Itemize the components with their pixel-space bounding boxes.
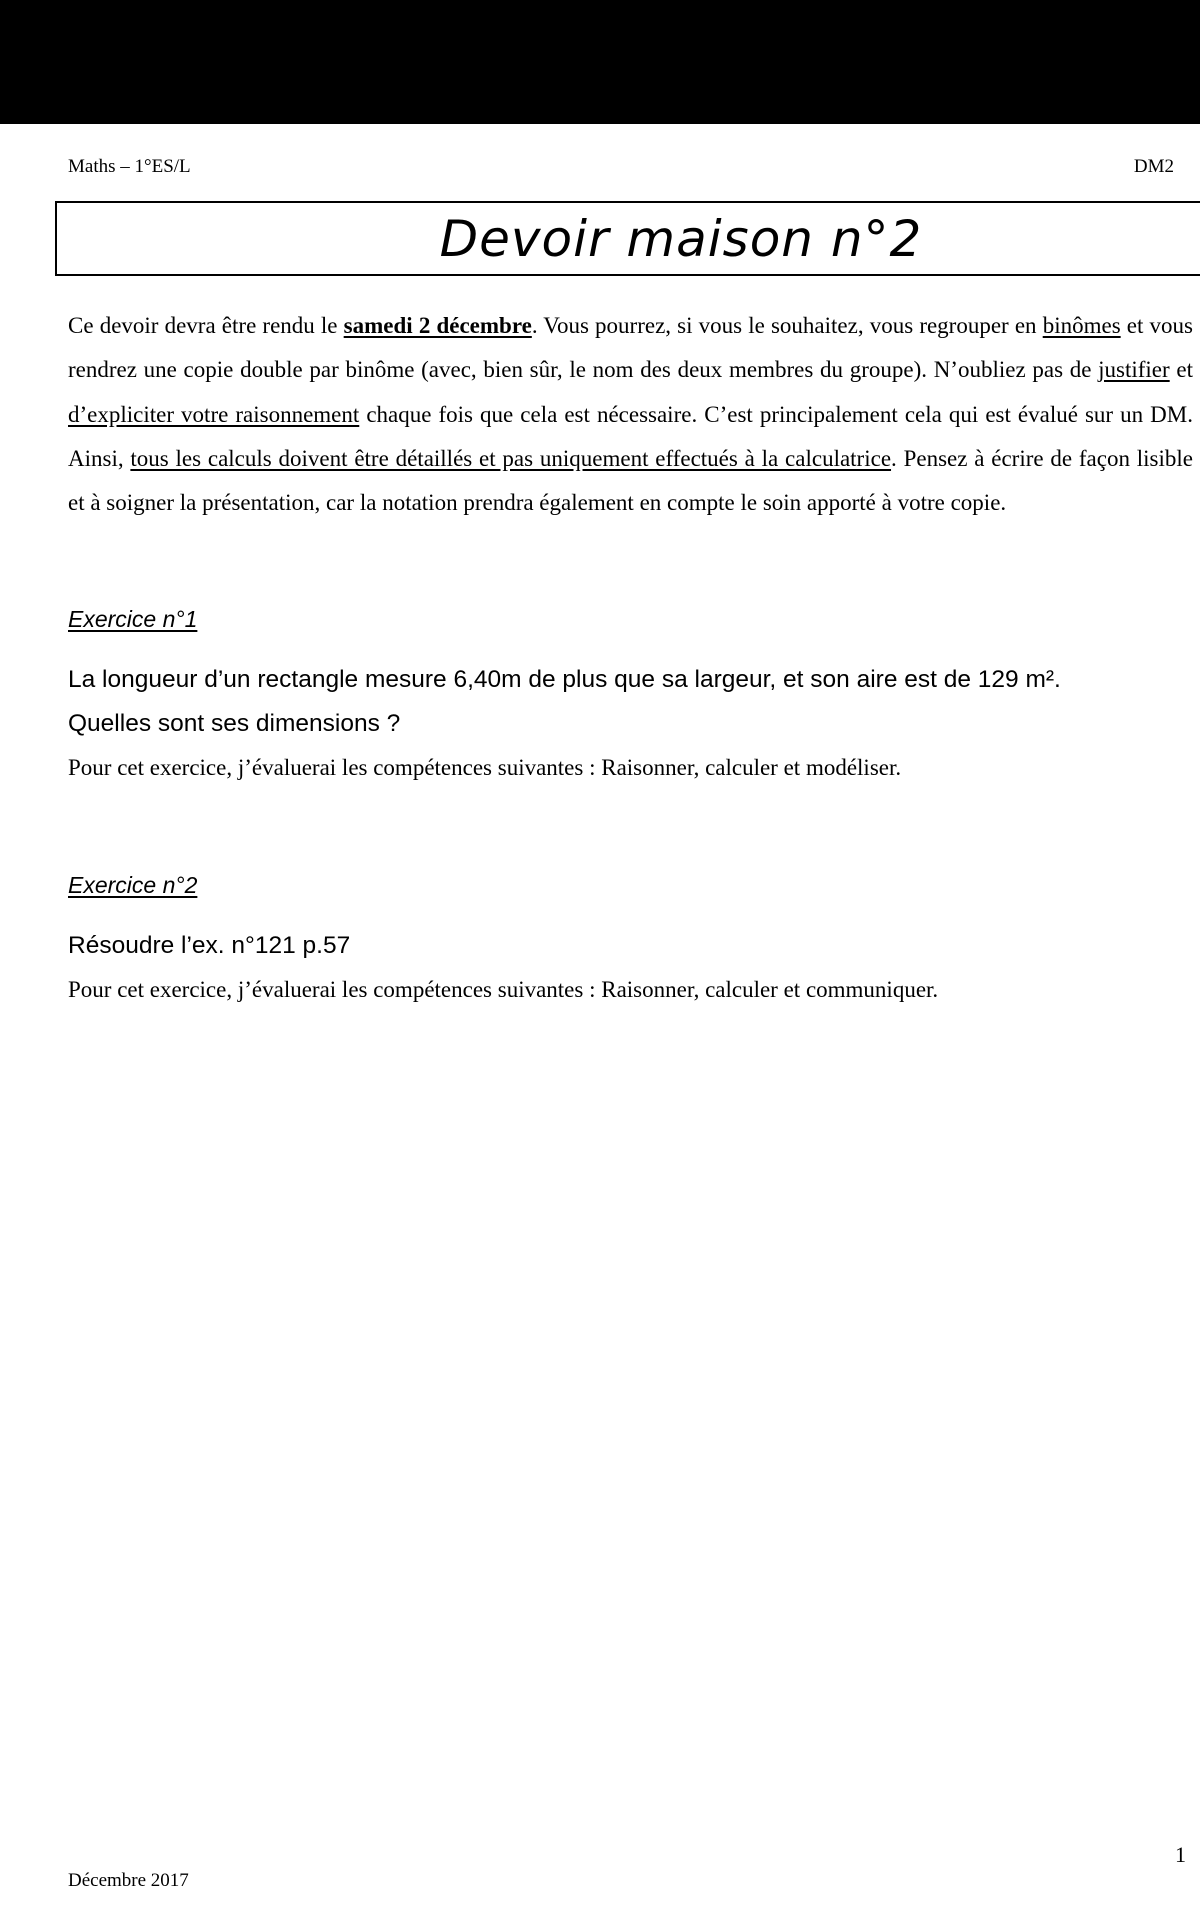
- page-number: 1: [1175, 1842, 1186, 1867]
- binomes-text: binômes: [1042, 313, 1121, 338]
- exercise-1-statement: [68, 658, 1188, 747]
- intro-text-4: et: [1169, 357, 1193, 383]
- intro-text-5: chaque fois que cela est nécessaire. C’est principalement cela qui est évalué sur un DM. Ainsi,: [68, 401, 1193, 471]
- due-date: samedi 2 décembre: [343, 313, 532, 338]
- intro-text-6: . Pensez à écrire de façon lisible et à soigner la présentation, car la notation prendra également en compte le soin apporté à votre copie.: [68, 445, 1193, 516]
- exercise-2-statement: Résoudre l’ex. n°121 p.57: [68, 932, 351, 959]
- footer-date: Décembre 2017: [68, 1870, 189, 1891]
- exercise-2-heading: Exercice n°2: [68, 872, 198, 898]
- intro-text-1: Ce devoir devra être rendu le: [68, 313, 344, 338]
- intro-paragraph: [68, 304, 1193, 525]
- exercise-1-statement-line-2: Quelles sont ses dimensions ?: [68, 710, 401, 738]
- exercise-1-skills: Pour cet exercice, j’évaluerai les compétences suivantes : Raisonner, calculer et modéliser.: [68, 755, 902, 780]
- header-course: Maths – 1°ES/L: [68, 156, 191, 177]
- top-black-bar: [0, 0, 1200, 124]
- exercise-1-heading: Exercice n°1: [68, 606, 198, 632]
- exercise-1-statement-line-1: La longueur d’un rectangle mesure 6,40m de plus que sa largeur, et son aire est de 129 m².: [68, 666, 1061, 693]
- exercise-2-skills: Pour cet exercice, j’évaluerai les compétences suivantes : Raisonner, calculer et communiquer.: [68, 977, 939, 1002]
- page-title: Devoir maison n°2: [439, 210, 923, 268]
- calculs-text: tous les calculs doivent être détaillés et pas uniquement effectués à la calculatrice: [130, 445, 892, 471]
- header-assignment-code: DM2: [1133, 156, 1174, 177]
- title-box: [55, 201, 1200, 276]
- justifier-text: justifier: [1098, 357, 1170, 383]
- expliciter-text: d’expliciter votre raisonnement: [68, 401, 360, 427]
- intro-text-3: et vous rendrez une copie double par binôme (avec, bien sûr, le nom des deux membres du groupe). N’oubliez pas de: [68, 313, 1193, 383]
- intro-text-2: . Vous pourrez, si vous le souhaitez, vous regrouper en: [531, 313, 1043, 338]
